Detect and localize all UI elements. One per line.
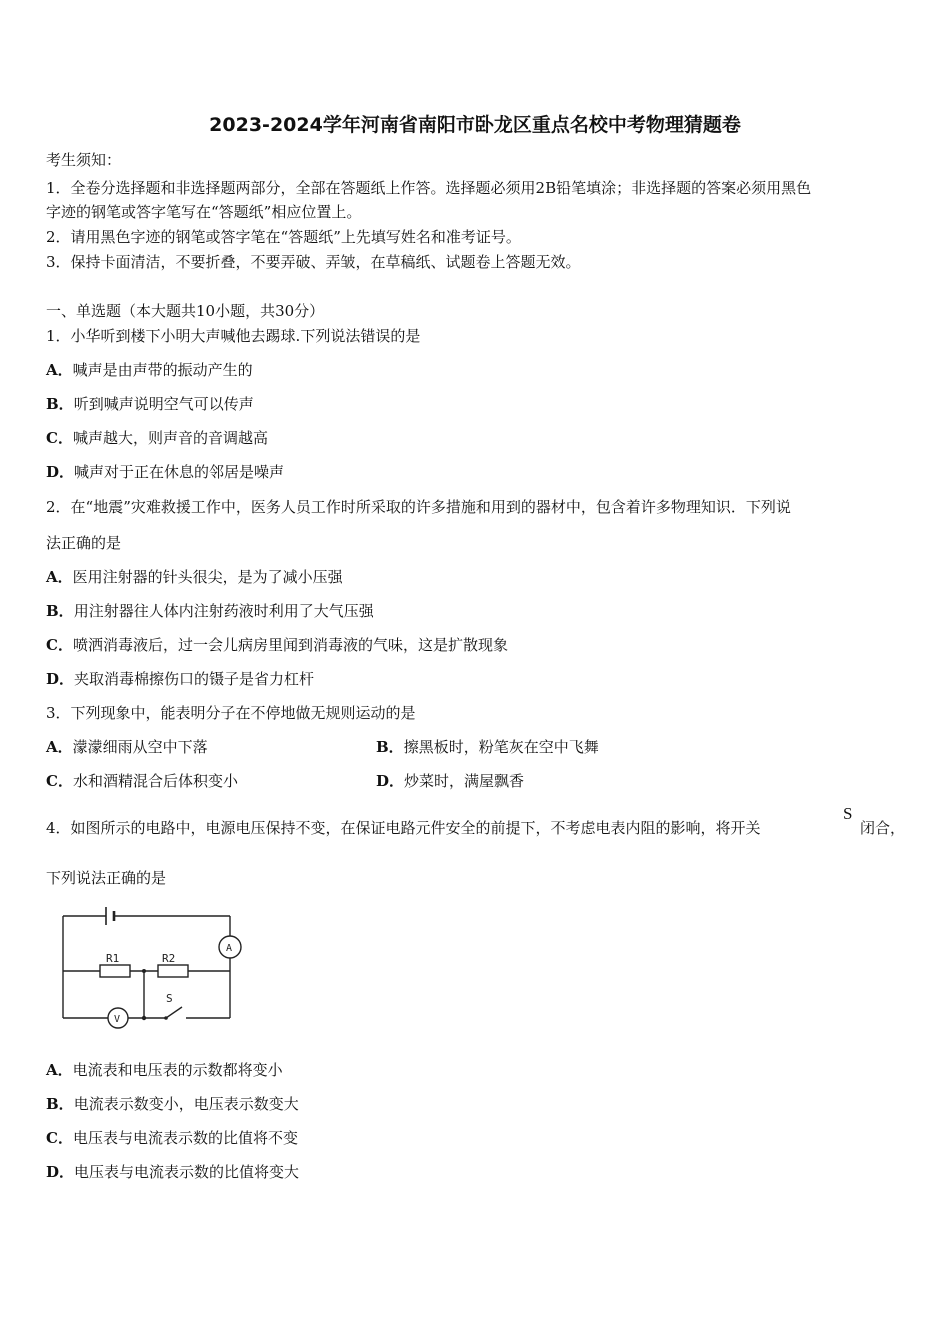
option-label: B． [46, 1095, 74, 1113]
question-2-option-a [46, 568, 343, 586]
option-text: 炒菜时，满屋飘香 [404, 772, 525, 790]
r1-label: R1 [106, 952, 120, 965]
circuit-diagram [58, 903, 258, 1033]
question-4-stem-line-2: 下列说法正确的是 [46, 869, 167, 887]
question-3-option-b [376, 738, 599, 756]
option-label: D． [46, 1163, 75, 1181]
option-label: D． [376, 772, 405, 790]
junction-bottom-dot [142, 1016, 146, 1020]
option-label: A． [46, 568, 73, 586]
option-text: 濛濛细雨从空中下落 [72, 738, 208, 756]
question-3-option-a [46, 738, 208, 756]
option-text: 喊声越大，则声音的音调越高 [72, 429, 268, 447]
switch-symbol: S [843, 804, 853, 823]
question-3-option-d [376, 772, 524, 790]
resistor-r2-icon [158, 965, 188, 977]
question-4-option-b [46, 1095, 299, 1113]
question-2-option-d [46, 670, 314, 688]
question-1-option-b [46, 395, 254, 413]
option-text: 电压表与电流表示数的比值将不变 [72, 1129, 298, 1147]
option-label: B． [46, 395, 74, 413]
option-text: 喊声对于正在休息的邻居是噪声 [74, 463, 285, 481]
option-text: 电流表示数变小，电压表示数变大 [73, 1095, 299, 1113]
question-1-option-c [46, 429, 268, 447]
option-text: 擦黑板时，粉笔灰在空中飞舞 [403, 738, 599, 756]
option-label: B． [376, 738, 404, 756]
notice-heading: 考生须知： [46, 151, 122, 169]
option-label: C． [46, 1129, 73, 1147]
switch-pivot-dot [164, 1016, 168, 1020]
question-2-option-c [46, 636, 508, 654]
question-3-stem: 3．下列现象中，能表明分子在不停地做无规则运动的是 [46, 704, 416, 722]
question-2-option-b [46, 602, 374, 620]
option-text: 用注射器往人体内注射药液时利用了大气压强 [73, 602, 374, 620]
notice-item-2: 2．请用黑色字迹的钢笔或答字笔在“答题纸”上先填写姓名和准考证号。 [46, 228, 521, 246]
question-1-option-a [46, 361, 253, 379]
question-4-stem-line-1: 4．如图所示的电路中，电源电压保持不变，在保证电路元件安全的前提下，不考虑电表内阻的影响，将开关 [46, 819, 761, 837]
question-2-stem-line-2: 法正确的是 [46, 534, 122, 552]
option-label: D． [46, 463, 75, 481]
section-heading: 一、单选题（本大题共10小题，共30分） [46, 302, 325, 320]
notice-item-1-line-1: 1．全卷分选择题和非选择题两部分，全部在答题纸上作答。选择题必须用2B铅笔填涂；非选择题的答案必须用黑色 [46, 179, 812, 197]
question-2-stem-line-1: 2．在“地震”灾难救援工作中，医务人员工作时所采取的许多措施和用到的器材中，包含着许多物理知识．下列说 [46, 498, 791, 516]
page-title: 2023-2024学年河南省南阳市卧龙区重点名校中考物理猜题卷 [209, 114, 741, 136]
option-text: 水和酒精混合后体积变小 [72, 772, 238, 790]
option-label: B． [46, 602, 74, 620]
option-text: 听到喊声说明空气可以传声 [73, 395, 254, 413]
switch-blade-icon [166, 1007, 182, 1018]
question-3-option-c [46, 772, 238, 790]
resistor-r1-icon [100, 965, 130, 977]
option-text: 电流表和电压表的示数都将变小 [72, 1061, 283, 1079]
option-text: 喷洒消毒液后，过一会儿病房里闻到消毒液的气味，这是扩散现象 [72, 636, 508, 654]
option-label: C． [46, 772, 73, 790]
option-label: A． [46, 361, 73, 379]
notice-item-1-line-2: 字迹的钢笔或答字笔写在“答题纸”相应位置上。 [46, 203, 362, 221]
junction-top-dot [142, 969, 146, 973]
question-4-option-c [46, 1129, 298, 1147]
switch-label: S [166, 992, 173, 1005]
option-label: D． [46, 670, 75, 688]
option-text: 医用注射器的针头很尖，是为了减小压强 [72, 568, 343, 586]
question-1-option-d [46, 463, 284, 481]
r2-label: R2 [162, 952, 176, 965]
ammeter-label: A [226, 943, 233, 954]
question-4-option-a [46, 1061, 283, 1079]
notice-item-3: 3．保持卡面清洁，不要折叠，不要弄破、弄皱，在草稿纸、试题卷上答题无效。 [46, 253, 581, 271]
option-label: C． [46, 429, 73, 447]
option-text: 喊声是由声带的振动产生的 [72, 361, 253, 379]
option-label: C． [46, 636, 73, 654]
question-4-stem-line-1-end: 闭合， [860, 819, 906, 837]
option-label: A． [46, 738, 73, 756]
question-1-stem: 1．小华听到楼下小明大声喊他去踢球.下列说法错误的是 [46, 327, 421, 345]
question-4-option-d [46, 1163, 299, 1181]
option-label: A． [46, 1061, 73, 1079]
option-text: 电压表与电流表示数的比值将变大 [74, 1163, 300, 1181]
option-text: 夹取消毒棉擦伤口的镊子是省力杠杆 [74, 670, 315, 688]
voltmeter-label: V [114, 1014, 121, 1025]
